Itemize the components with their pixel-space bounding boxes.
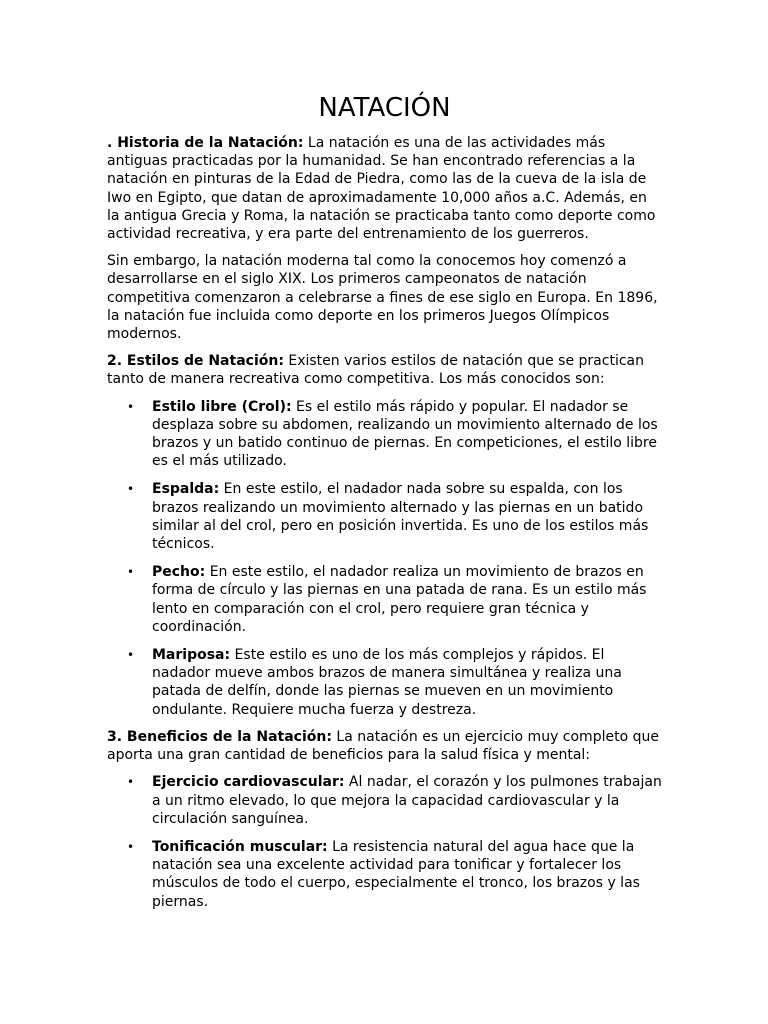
list-item-text: Al nadar, el corazón y los pulmones trabajan a un ritmo elevado, lo que mejora la capacidad cardiovascular y la circulación sanguínea. bbox=[152, 774, 662, 827]
list-item-term: Espalda: bbox=[152, 481, 220, 498]
section-benefits-heading: 3. Beneficios de la Natación: bbox=[107, 728, 332, 745]
bullet-icon: • bbox=[127, 482, 135, 497]
list-item-term: Tonificación muscular: bbox=[152, 838, 328, 855]
section-styles-text: Existen varios estilos de natación que se practican tanto de manera recreativa como competitiva. Los más conocidos son: bbox=[107, 353, 644, 388]
benefits-list bbox=[107, 773, 662, 910]
list-item bbox=[107, 838, 662, 911]
document-page bbox=[107, 88, 662, 921]
section-history-text: La natación es una de las actividades más antiguas practicadas por la humanidad. Se han encontrado referencias a la natación en pinturas de la Edad de Piedra, como las de la cueva de la isla de Iwo en Egipto, que datan de aproximadamente 10,000 años a.C. Además, en la antigua Grecia y Roma, la natación se practicaba tanto como deporte como actividad recreativa, y era parte del entrenamiento de los guerreros. bbox=[107, 135, 656, 243]
section-styles-heading: 2. Estilos de Natación: bbox=[107, 353, 284, 370]
bullet-icon: • bbox=[127, 565, 135, 580]
list-item bbox=[107, 646, 662, 719]
bullet-icon: • bbox=[127, 839, 135, 854]
section-styles-paragraph bbox=[107, 352, 662, 388]
list-item-term: Mariposa: bbox=[152, 647, 231, 664]
styles-list bbox=[107, 398, 662, 719]
section-history-paragraph-2: Sin embargo, la natación moderna tal como la conocemos hoy comenzó a desarrollarse en el siglo XIX. Los primeros campeonatos de natación competitiva comenzaron a celebrarse a fines de ese siglo en Europa. En 1896, la natación fue incluida como deporte en los primeros Juegos Olímpicos modernos. bbox=[107, 253, 658, 343]
list-item-text: Este estilo es uno de los más complejos y rápidos. El nadador mueve ambos brazos de manera simultánea y realiza una patada de delfín, donde las piernas se mueven en un movimiento ondulante. Requiere mucha fuerza y destreza. bbox=[152, 647, 622, 718]
list-item bbox=[107, 773, 662, 828]
list-item bbox=[107, 480, 662, 553]
list-item-text: En este estilo, el nadador nada sobre su espalda, con los brazos realizando un movimiento alternado y las piernas en un batido similar al del crol, pero en posición invertida. Es uno de los estilos más técnicos. bbox=[152, 481, 649, 553]
list-item bbox=[107, 563, 662, 636]
section-history-heading: . Historia de la Natación: bbox=[107, 135, 304, 151]
list-item-term: Ejercicio cardiovascular: bbox=[152, 774, 345, 791]
list-item-text: Es el estilo más rápido y popular. El nadador se desplaza sobre su abdomen, realizando un movimiento alternado de los brazos y un batido continuo de piernas. En competiciones, el estilo libre es el más utilizado. bbox=[152, 398, 658, 470]
list-item bbox=[107, 398, 662, 471]
list-item-term: Estilo libre (Crol): bbox=[152, 398, 292, 415]
list-item-text: En este estilo, el nadador realiza un movimiento de brazos en forma de círculo y las piernas en una patada de rana. Es un estilo más lento en comparación con el crol, pero requiere gran técnica y coordinación. bbox=[152, 564, 647, 635]
section-history-paragraph bbox=[107, 134, 662, 243]
section-benefits-text: La natación es un ejercicio muy completo que aporta una gran cantidad de beneficios para la salud física y mental: bbox=[107, 728, 659, 764]
bullet-icon: • bbox=[127, 648, 135, 663]
bullet-icon: • bbox=[127, 399, 135, 414]
document-title: NATACIÓN bbox=[318, 93, 451, 123]
list-item-text: La resistencia natural del agua hace que la natación sea una excelente actividad para tonificar y fortalecer los músculos de todo el cuerpo, especialmente el tronco, los brazos y las piernas. bbox=[152, 838, 640, 910]
bullet-icon: • bbox=[127, 775, 135, 790]
list-item-term: Pecho: bbox=[152, 564, 206, 581]
section-benefits-paragraph bbox=[107, 728, 662, 764]
